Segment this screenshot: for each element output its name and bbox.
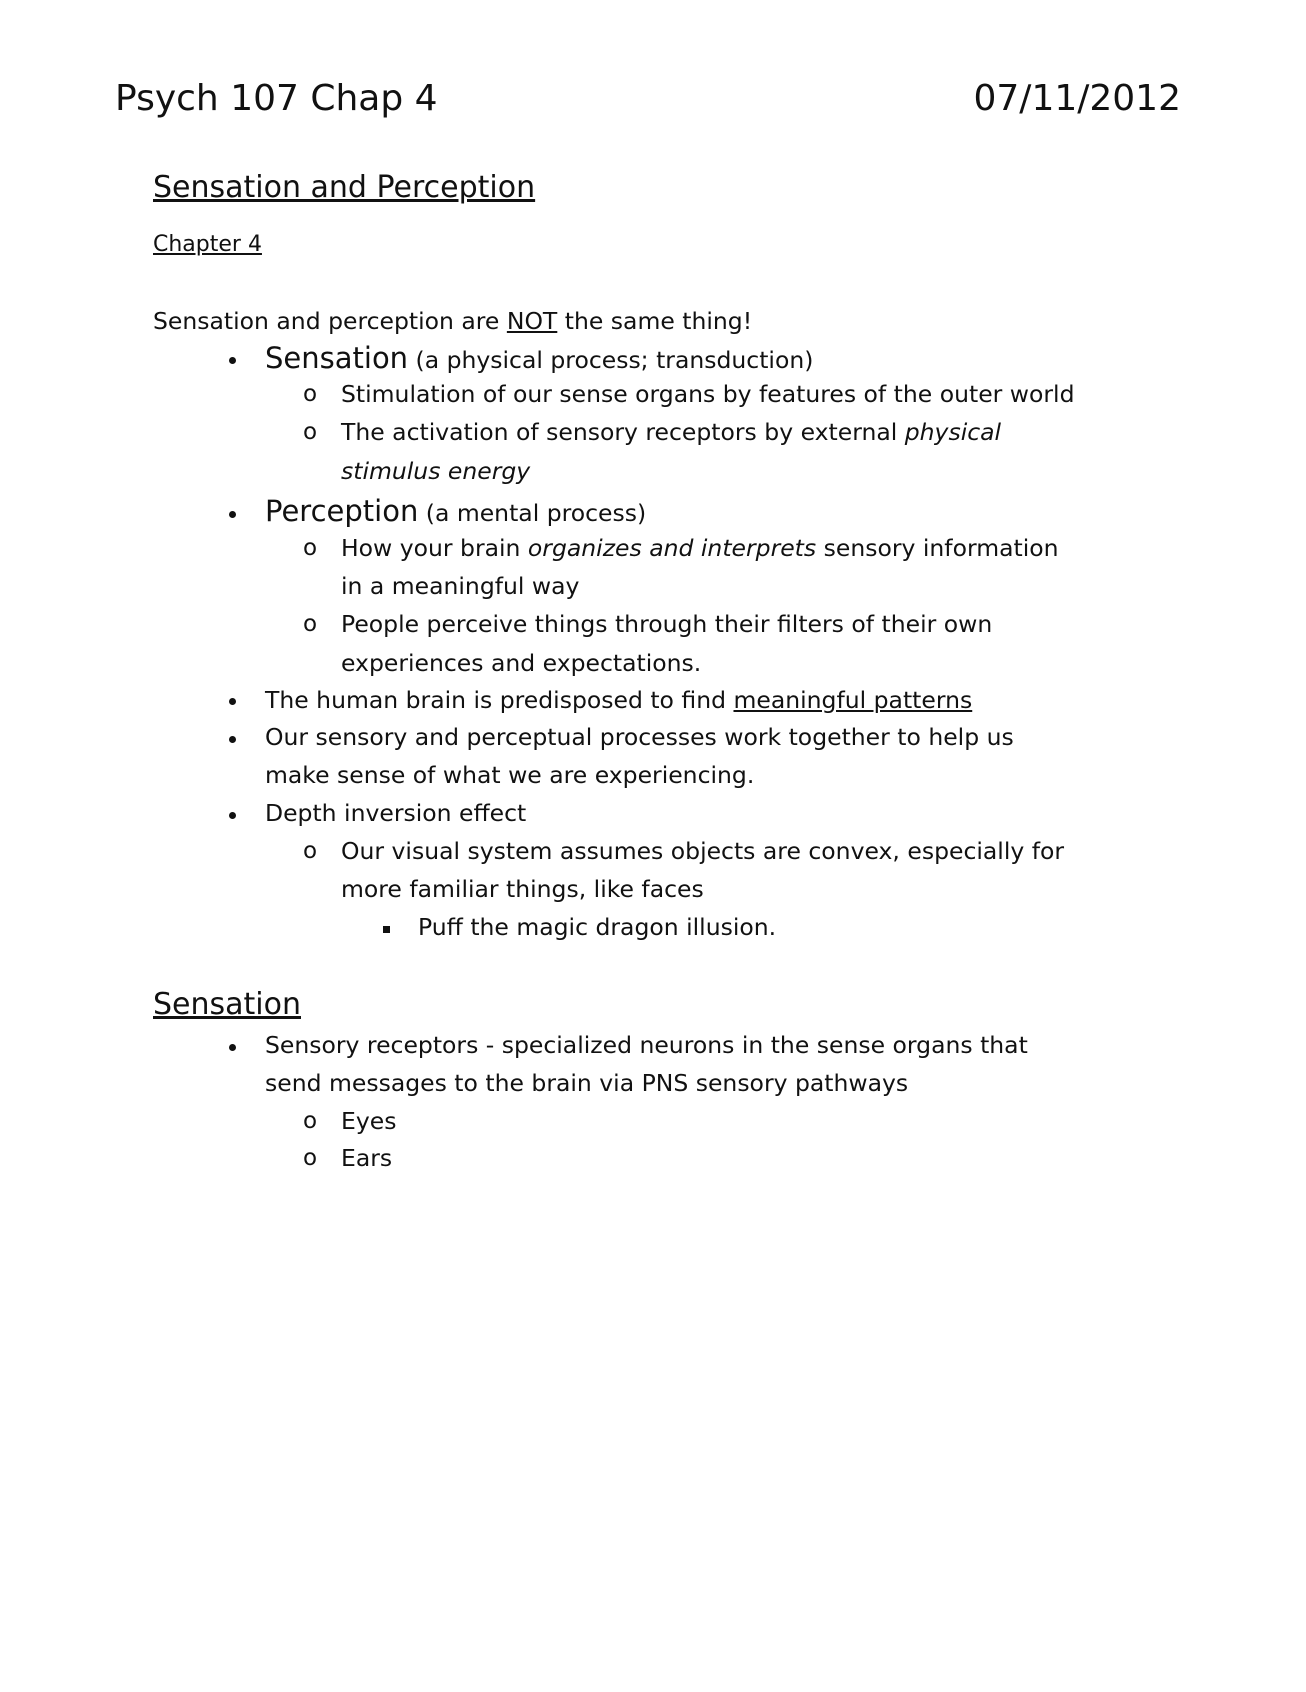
sub-marker: o bbox=[303, 1145, 318, 1171]
sub-marker: o bbox=[303, 611, 318, 637]
list-item-eyes: Eyes bbox=[341, 1107, 397, 1135]
bullet-processes-line-1: Our sensory and perceptual processes work together to help us bbox=[265, 723, 1014, 751]
perception-sub-1-line-2: in a meaningful way bbox=[341, 572, 580, 600]
sensation-sub-2-line-1 bbox=[341, 416, 1001, 448]
patterns-text: The human brain is predisposed to find bbox=[265, 686, 734, 714]
intro-emphasis: NOT bbox=[506, 307, 558, 335]
perception-sub-1-text-after: sensory information bbox=[816, 534, 1059, 562]
perception-desc: (a mental process) bbox=[418, 499, 647, 527]
bullet-dot bbox=[229, 1044, 236, 1051]
bullet-square bbox=[383, 926, 390, 933]
list-item-ears: Ears bbox=[341, 1144, 393, 1172]
sub-marker: o bbox=[303, 838, 318, 864]
page-header bbox=[115, 76, 1181, 126]
bullet-dot bbox=[229, 698, 236, 705]
sensation-desc: (a physical process; transduction) bbox=[408, 346, 814, 374]
header-date: 07/11/2012 bbox=[973, 78, 1181, 119]
perception-sub-1-italic: organizes and interprets bbox=[527, 534, 817, 562]
receptors-line-1: Sensory receptors - specialized neurons in the sense organs that bbox=[265, 1031, 1028, 1059]
sub-marker: o bbox=[303, 381, 318, 407]
section-title-sensation: Sensation bbox=[153, 987, 301, 1022]
bullet-processes-line-2: make sense of what we are experiencing. bbox=[265, 761, 755, 789]
intro-text-before: Sensation and perception are bbox=[153, 307, 507, 335]
sensation-sub-1: Stimulation of our sense organs by features of the outer world bbox=[341, 380, 1075, 408]
depth-subsub-1: Puff the magic dragon illusion. bbox=[418, 913, 777, 941]
intro-text-after: the same thing! bbox=[557, 307, 753, 335]
bullet-depth-inversion: Depth inversion effect bbox=[265, 799, 527, 827]
depth-sub-1-line-1: Our visual system assumes objects are convex, especially for bbox=[341, 837, 1065, 865]
depth-sub-1-line-2: more familiar things, like faces bbox=[341, 875, 704, 903]
bullet-dot bbox=[229, 511, 236, 518]
receptors-line-2: send messages to the brain via PNS sensory pathways bbox=[265, 1069, 909, 1097]
chapter-label: Chapter 4 bbox=[153, 232, 262, 257]
intro-line bbox=[153, 305, 752, 337]
header-title: Psych 107 Chap 4 bbox=[115, 78, 438, 119]
sub-marker: o bbox=[303, 419, 318, 445]
bullet-patterns bbox=[265, 684, 972, 716]
bullet-dot bbox=[229, 736, 236, 743]
sensation-sub-2-italic: physical bbox=[904, 418, 1002, 446]
perception-sub-2-line-1: People perceive things through their filters of their own bbox=[341, 610, 993, 638]
section-title-sensation-perception: Sensation and Perception bbox=[153, 170, 536, 205]
bullet-sensation bbox=[265, 342, 813, 376]
sub-marker: o bbox=[303, 535, 318, 561]
perception-term: Perception bbox=[265, 494, 419, 528]
bullet-perception bbox=[265, 495, 646, 529]
perception-sub-1-text-before: How your brain bbox=[341, 534, 528, 562]
sensation-term: Sensation bbox=[265, 341, 409, 375]
bullet-dot bbox=[229, 812, 236, 819]
bullet-dot bbox=[229, 357, 236, 364]
perception-sub-1-line-1 bbox=[341, 532, 1059, 564]
sensation-sub-2-line-2: stimulus energy bbox=[341, 457, 531, 485]
perception-sub-2-line-2: experiences and expectations. bbox=[341, 649, 702, 677]
sub-marker: o bbox=[303, 1108, 318, 1134]
patterns-underline: meaningful patterns bbox=[733, 686, 973, 714]
sensation-sub-2-text: The activation of sensory receptors by external bbox=[341, 418, 905, 446]
